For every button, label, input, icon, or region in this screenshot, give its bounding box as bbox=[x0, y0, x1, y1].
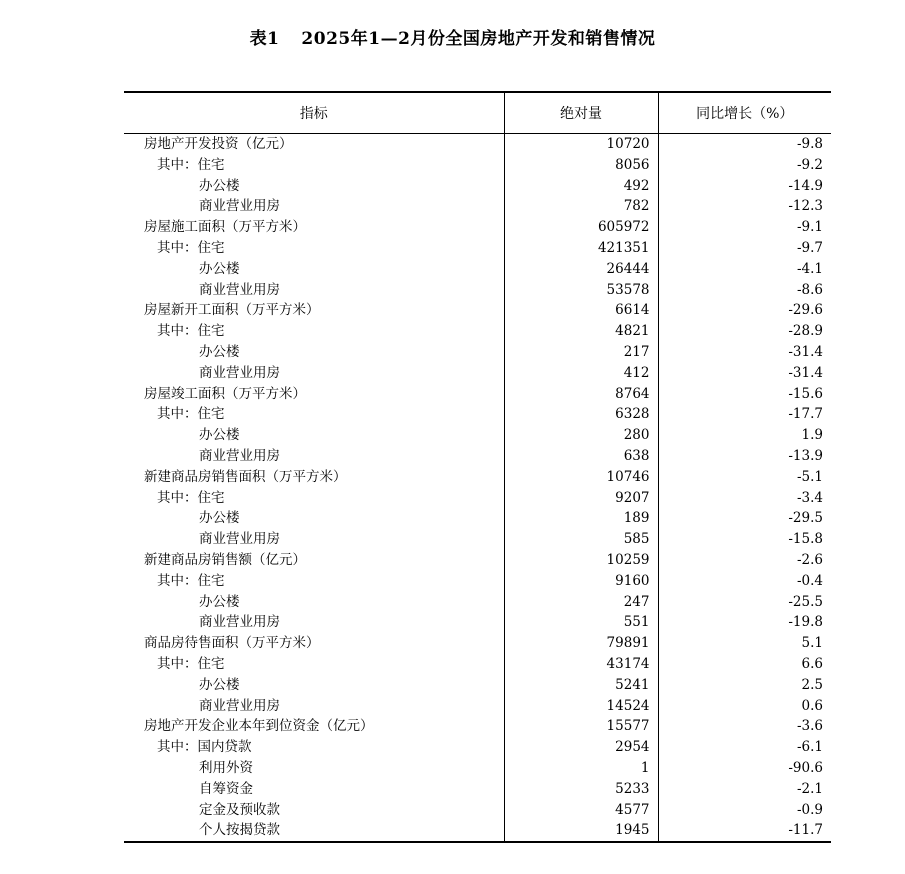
table-row bbox=[124, 820, 831, 842]
table-row bbox=[124, 321, 831, 342]
table-row bbox=[124, 425, 831, 446]
table-title bbox=[0, 24, 905, 49]
row-indicator: 定金及预收款 bbox=[199, 801, 280, 818]
row-absolute-value: 8056 bbox=[504, 155, 658, 176]
row-indicator: 新建商品房销售面积（万平方米） bbox=[144, 468, 347, 485]
row-growth-rate: -14.9 bbox=[658, 176, 831, 197]
row-absolute-value: 585 bbox=[504, 529, 658, 550]
row-growth-rate: -90.6 bbox=[658, 758, 831, 779]
table-row bbox=[124, 571, 831, 592]
row-absolute-value: 2954 bbox=[504, 737, 658, 758]
row-absolute-value: 421351 bbox=[504, 238, 658, 259]
table-row bbox=[124, 633, 831, 654]
row-indicator: 其中：住宅 bbox=[157, 406, 225, 423]
row-absolute-value: 782 bbox=[504, 196, 658, 217]
table-row bbox=[124, 196, 831, 217]
row-absolute-value: 605972 bbox=[504, 217, 658, 238]
table-row bbox=[124, 259, 831, 280]
row-absolute-value: 551 bbox=[504, 612, 658, 633]
row-growth-rate: -3.6 bbox=[658, 716, 831, 737]
table-row bbox=[124, 176, 831, 197]
row-indicator: 新建商品房销售额（亿元） bbox=[144, 551, 306, 568]
table-row bbox=[124, 550, 831, 571]
row-growth-rate: -9.2 bbox=[658, 155, 831, 176]
row-absolute-value: 247 bbox=[504, 592, 658, 613]
row-growth-rate: -29.5 bbox=[658, 508, 831, 529]
table-row bbox=[124, 716, 831, 737]
table-row bbox=[124, 675, 831, 696]
row-indicator: 房屋新开工面积（万平方米） bbox=[144, 302, 320, 319]
row-indicator: 其中：住宅 bbox=[157, 489, 225, 506]
row-indicator: 商业营业用房 bbox=[199, 281, 280, 298]
row-indicator: 办公楼 bbox=[199, 676, 240, 693]
row-growth-rate: -4.1 bbox=[658, 259, 831, 280]
row-growth-rate: -17.7 bbox=[658, 404, 831, 425]
row-growth-rate: -28.9 bbox=[658, 321, 831, 342]
row-indicator: 商业营业用房 bbox=[199, 364, 280, 381]
row-absolute-value: 79891 bbox=[504, 633, 658, 654]
row-indicator: 其中：住宅 bbox=[157, 655, 225, 672]
row-absolute-value: 280 bbox=[504, 425, 658, 446]
row-absolute-value: 10259 bbox=[504, 550, 658, 571]
row-absolute-value: 492 bbox=[504, 176, 658, 197]
table-row bbox=[124, 467, 831, 488]
row-indicator: 其中：住宅 bbox=[157, 156, 225, 173]
row-absolute-value: 638 bbox=[504, 446, 658, 467]
row-indicator: 利用外资 bbox=[199, 759, 253, 776]
row-indicator: 个人按揭贷款 bbox=[124, 820, 504, 842]
row-absolute-value: 217 bbox=[504, 342, 658, 363]
row-indicator: 商品房待售面积（万平方米） bbox=[144, 635, 320, 652]
row-growth-rate: -0.9 bbox=[658, 800, 831, 821]
row-absolute-value: 1 bbox=[504, 758, 658, 779]
table-row bbox=[124, 508, 831, 529]
row-indicator: 商业营业用房 bbox=[199, 531, 280, 548]
table-row bbox=[124, 404, 831, 425]
row-growth-rate: -5.1 bbox=[658, 467, 831, 488]
row-growth-rate: -31.4 bbox=[658, 363, 831, 384]
row-indicator: 房地产开发企业本年到位资金（亿元） bbox=[144, 718, 374, 735]
row-growth-rate: -12.3 bbox=[658, 196, 831, 217]
row-indicator: 房地产开发投资（亿元） bbox=[144, 136, 293, 152]
table-row bbox=[124, 238, 831, 259]
row-indicator: 其中：住宅 bbox=[157, 323, 225, 340]
header-absolute: 绝对量 bbox=[504, 92, 658, 134]
row-absolute-value: 15577 bbox=[504, 716, 658, 737]
table-row bbox=[124, 488, 831, 509]
header-row bbox=[124, 92, 831, 134]
row-growth-rate: -25.5 bbox=[658, 592, 831, 613]
table-row bbox=[124, 758, 831, 779]
table-body bbox=[124, 134, 831, 843]
row-growth-rate: -6.1 bbox=[658, 737, 831, 758]
table-row bbox=[124, 217, 831, 238]
table-row bbox=[124, 342, 831, 363]
row-absolute-value: 189 bbox=[504, 508, 658, 529]
table-row bbox=[124, 592, 831, 613]
row-absolute-value: 4577 bbox=[504, 800, 658, 821]
row-indicator: 商业营业用房 bbox=[199, 447, 280, 464]
row-growth-rate: 5.1 bbox=[658, 633, 831, 654]
row-indicator: 办公楼 bbox=[199, 177, 240, 194]
row-growth-rate: -0.4 bbox=[658, 571, 831, 592]
row-indicator: 其中：住宅 bbox=[157, 239, 225, 256]
row-growth-rate: -9.7 bbox=[658, 238, 831, 259]
row-growth-rate: -11.7 bbox=[658, 820, 831, 842]
row-absolute-value: 6328 bbox=[504, 404, 658, 425]
row-absolute-value: 412 bbox=[504, 363, 658, 384]
row-indicator: 办公楼 bbox=[199, 593, 240, 610]
row-growth-rate: -19.8 bbox=[658, 612, 831, 633]
table-row bbox=[124, 446, 831, 467]
row-growth-rate: -2.6 bbox=[658, 550, 831, 571]
row-absolute-value: 9207 bbox=[504, 488, 658, 509]
row-indicator: 商业营业用房 bbox=[199, 198, 280, 215]
row-growth-rate: -31.4 bbox=[658, 342, 831, 363]
row-growth-rate: -2.1 bbox=[658, 779, 831, 800]
table-row bbox=[124, 363, 831, 384]
table-number: 表1 bbox=[249, 29, 280, 49]
row-growth-rate: 0.6 bbox=[658, 696, 831, 717]
table-row bbox=[124, 800, 831, 821]
row-indicator: 商业营业用房 bbox=[199, 614, 280, 631]
table-row bbox=[124, 696, 831, 717]
table-row bbox=[124, 384, 831, 405]
real-estate-table bbox=[124, 91, 831, 843]
row-growth-rate: -15.8 bbox=[658, 529, 831, 550]
table-row bbox=[124, 529, 831, 550]
table-row bbox=[124, 134, 831, 155]
table-row bbox=[124, 654, 831, 675]
row-absolute-value: 6614 bbox=[504, 300, 658, 321]
row-growth-rate: -9.8 bbox=[658, 134, 831, 155]
row-growth-rate: -13.9 bbox=[658, 446, 831, 467]
row-absolute-value: 26444 bbox=[504, 259, 658, 280]
table-row bbox=[124, 300, 831, 321]
row-growth-rate: 1.9 bbox=[658, 425, 831, 446]
row-indicator: 办公楼 bbox=[199, 343, 240, 360]
row-indicator: 办公楼 bbox=[199, 427, 240, 444]
row-indicator: 办公楼 bbox=[199, 510, 240, 527]
table-title-text: 2025年1—2月份全国房地产开发和销售情况 bbox=[301, 29, 656, 49]
row-absolute-value: 53578 bbox=[504, 280, 658, 301]
row-growth-rate: 6.6 bbox=[658, 654, 831, 675]
row-indicator: 其中：住宅 bbox=[157, 572, 225, 589]
row-absolute-value: 4821 bbox=[504, 321, 658, 342]
row-absolute-value: 43174 bbox=[504, 654, 658, 675]
row-indicator: 商业营业用房 bbox=[199, 697, 280, 714]
row-absolute-value: 8764 bbox=[504, 384, 658, 405]
row-absolute-value: 10720 bbox=[504, 134, 658, 155]
table-row bbox=[124, 737, 831, 758]
row-indicator: 房屋竣工面积（万平方米） bbox=[144, 385, 306, 402]
row-absolute-value: 5241 bbox=[504, 675, 658, 696]
row-growth-rate: -3.4 bbox=[658, 488, 831, 509]
row-absolute-value: 10746 bbox=[504, 467, 658, 488]
row-growth-rate: -15.6 bbox=[658, 384, 831, 405]
table-header bbox=[124, 92, 831, 134]
row-indicator: 房屋施工面积（万平方米） bbox=[144, 219, 306, 236]
table-row bbox=[124, 779, 831, 800]
table-row bbox=[124, 612, 831, 633]
row-growth-rate: 2.5 bbox=[658, 675, 831, 696]
table-row bbox=[124, 280, 831, 301]
row-absolute-value: 14524 bbox=[504, 696, 658, 717]
row-indicator: 自筹资金 bbox=[199, 780, 253, 797]
header-indicator: 指标 bbox=[124, 92, 504, 134]
row-indicator: 办公楼 bbox=[199, 260, 240, 277]
table-row bbox=[124, 155, 831, 176]
row-absolute-value: 9160 bbox=[504, 571, 658, 592]
row-growth-rate: -8.6 bbox=[658, 280, 831, 301]
row-absolute-value: 5233 bbox=[504, 779, 658, 800]
row-indicator: 其中：国内贷款 bbox=[157, 739, 252, 756]
row-growth-rate: -9.1 bbox=[658, 217, 831, 238]
row-growth-rate: -29.6 bbox=[658, 300, 831, 321]
header-growth: 同比增长（%） bbox=[658, 92, 831, 134]
row-absolute-value: 1945 bbox=[504, 820, 658, 842]
